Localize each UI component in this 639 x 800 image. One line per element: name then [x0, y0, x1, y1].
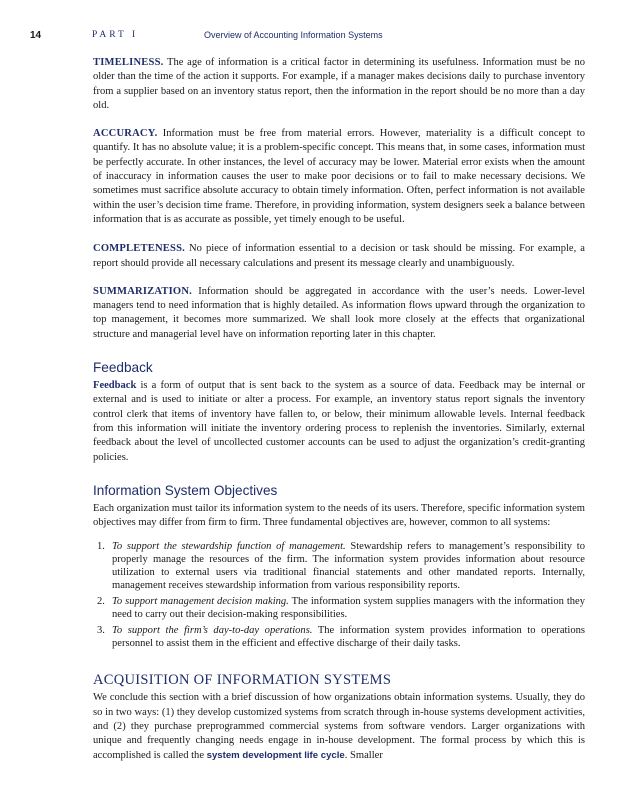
feedback-term: Feedback [93, 380, 137, 392]
list-item-text: The information system supplies managers with the information they need to carry out their decision-making responsibilities. [112, 596, 585, 621]
list-item [93, 624, 585, 650]
objectives-heading: Information System Objectives [93, 482, 278, 498]
objectives-list [93, 540, 585, 650]
list-item [93, 595, 585, 621]
accuracy-term: ACCURACY. [93, 128, 158, 140]
list-item-text: The information system provides information to operations personnel to assist them in the efficient and effective discharge of their daily tasks. [112, 625, 586, 650]
completeness-term: COMPLETENESS. [93, 243, 185, 255]
objectives-intro: Each organization must tailor its information system to the needs of its users. Therefore, specific information system objectives may differ from firm to firm. Three fundamental objectives are, however, common to all systems: [93, 502, 585, 529]
part-label: PART I [92, 30, 139, 40]
acquisition-text-end: . Smaller [344, 749, 383, 761]
feedback-paragraph [93, 379, 585, 465]
summarization-text: Information should be aggregated in accordance with the user’s needs. Lower-level managers tend to need information that is highly detailed. As information flows upward through the organization to top management, it becomes more summarized. We shall look more closely at the effects that organizational structure and managerial level have on information reporting later in this chapter. [93, 285, 585, 340]
acquisition-heading: ACQUISITION OF INFORMATION SYSTEMS [93, 672, 392, 689]
list-number: 1. [97, 541, 105, 553]
accuracy-paragraph [93, 127, 585, 227]
section-title: Overview of Accounting Information Systems [204, 30, 383, 40]
summarization-term: SUMMARIZATION. [93, 285, 192, 297]
sdlc-term: system development life cycle [206, 749, 345, 761]
acquisition-paragraph [93, 691, 585, 762]
page-number: 14 [30, 30, 42, 41]
feedback-text: is a form of output that is sent back to the system as a source of data. Feedback may be internal or external and is used to initiate or alter a process. For example, an inventory status report signals the inventory control clerk that items of inventory have fallen to, or below, their minimum allowable levels. Internal feedback from this information will initiate the inventory ordering process to replenish the inventories. Similarly, external feedback about the level of uncollected customer accounts can be used to adjust the organization’s credit-granting policies. [93, 380, 585, 463]
running-header [30, 30, 599, 44]
list-item-lead: To support the firm’s day-to-day operations. [112, 625, 313, 637]
list-number: 3. [97, 625, 105, 637]
list-item-lead: To support management decision making. [112, 596, 289, 608]
timeliness-text: The age of information is a critical factor in determining its usefulness. Information must be no older than the time of the action it supports. For example, if a manager makes decisions daily to purchase inventory from a supplier based on an inventory status report, then the information in the report should be no more than a day old. [93, 57, 586, 111]
acquisition-text: We conclude this section with a brief discussion of how organizations obtain information systems. Usually, they do so in two ways: (1) they develop customized systems from scratch through in-house systems development activities, and (2) they purchase preprogrammed commercial systems from software vendors. Larger organizations with unique and frequently changing needs engage in in-house development. The formal process by which this is accomplished is called the [93, 692, 585, 761]
timeliness-term: TIMELINESS. [93, 57, 164, 68]
timeliness-paragraph [93, 56, 585, 113]
accuracy-text: Information must be free from material errors. However, materiality is a difficult concept to quantify. It has no absolute value; it is a problem-specific concept. This means that, in some cases, information must be perfectly accurate. In other instances, the level of accuracy may be lower. Material error exists when the amount of inaccuracy in information causes the user to make poor decisions or to fail to make necessary decisions. We sometimes must sacrifice absolute accuracy to obtain timely information. Often, perfect information is not available within the user’s decision time frame. Therefore, in providing information, system designers seek a balance between information that is as accurate as possible, yet timely enough to be useful. [93, 128, 585, 225]
list-number: 2. [97, 596, 105, 608]
list-item-text: Stewardship refers to management’s responsibility to properly manage the resources of the firm. The information system provides information about resource utilization to external users via traditional financial statements and other mandated reports. Internally, management receives stewardship information from various responsibility reports. [112, 541, 585, 592]
summarization-paragraph [93, 285, 585, 342]
completeness-text: No piece of information essential to a decision or task should be missing. For example, a report should provide all necessary calculations and present its message clearly and unambiguously. [93, 243, 585, 269]
list-item-lead: To support the stewardship function of management. [112, 541, 346, 553]
completeness-paragraph [93, 242, 585, 271]
page-body [93, 56, 585, 763]
feedback-heading: Feedback [93, 360, 153, 376]
list-item [93, 540, 585, 592]
